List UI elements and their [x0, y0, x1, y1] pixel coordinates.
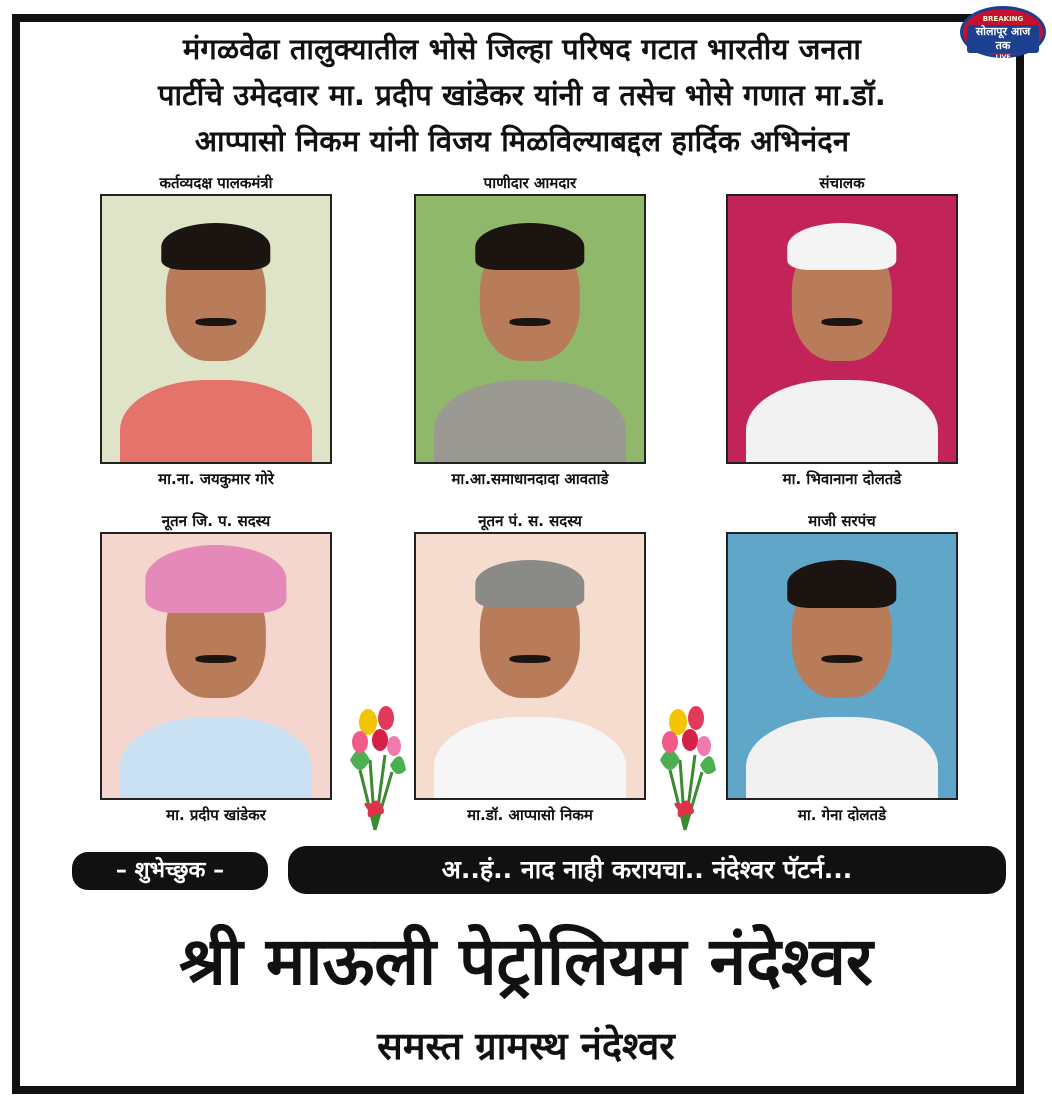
logo-breaking-text: BREAKING [982, 15, 1024, 23]
person-role: संचालक [819, 174, 865, 192]
logo-channel-name: सोलापूर आज तक [967, 25, 1039, 53]
person-card-5 [410, 510, 650, 826]
person-name: मा.आ.समाधानदादा आवताडे [451, 470, 609, 488]
person-name: मा.डॉ. आप्पासो निकम [467, 806, 593, 824]
headline-line-1: मंगळवेढा तालुक्यातील भोसे जिल्हा परिषद गटात भारतीय जनता [182, 32, 862, 66]
person-photo [414, 532, 646, 800]
congratulation-headline [22, 26, 1022, 164]
person-photo [726, 194, 958, 464]
person-photo [100, 532, 332, 800]
person-name: मा. गेना दोलतडे [797, 806, 887, 824]
person-role: नूतन पं. स. सदस्य [478, 512, 582, 530]
person-role: कर्तव्यदक्ष पालकमंत्री [159, 174, 273, 192]
flower-bouquet-icon [340, 700, 410, 840]
headline-line-2: पार्टीचे उमेदवार मा. प्रदीप खांडेकर यांनी व तसेच भोसे गणात मा.डॉ. [157, 78, 886, 112]
person-role: नूतन जि. प. सदस्य [161, 512, 271, 530]
person-card-2 [410, 172, 650, 490]
person-role: माजी सरपंच [808, 512, 876, 530]
organization-title: श्री माऊली पेट्रोलियम नंदेश्वर [179, 923, 873, 1000]
flower-bouquet-icon [650, 700, 720, 840]
person-photo [414, 194, 646, 464]
person-card-4 [96, 510, 336, 826]
person-card-6 [722, 510, 962, 826]
headline-line-3: आप्पासो निकम यांनी विजय मिळविल्याबद्दल हार्दिक अभिनंदन [194, 124, 850, 158]
person-card-1 [96, 172, 336, 490]
logo-live-text: LIVE [995, 54, 1011, 61]
person-role: पाणीदार आमदार [483, 174, 577, 192]
wishers-label: – शुभेच्छुक – [72, 852, 268, 890]
person-name: मा. भिवानाना दोलतडे [782, 470, 902, 488]
person-card-3 [722, 172, 962, 490]
person-photo [100, 194, 332, 464]
person-name: मा.ना. जयकुमार गोरे [158, 470, 274, 488]
slogan-banner: अ..हं.. नाद नाही करायचा.. नंदेश्वर पॅटर्न... [288, 846, 1006, 894]
village-subtitle: समस्त ग्रामस्थ नंदेश्वर [377, 1024, 675, 1068]
person-photo [726, 532, 958, 800]
person-name: मा. प्रदीप खांडेकर [166, 806, 266, 824]
